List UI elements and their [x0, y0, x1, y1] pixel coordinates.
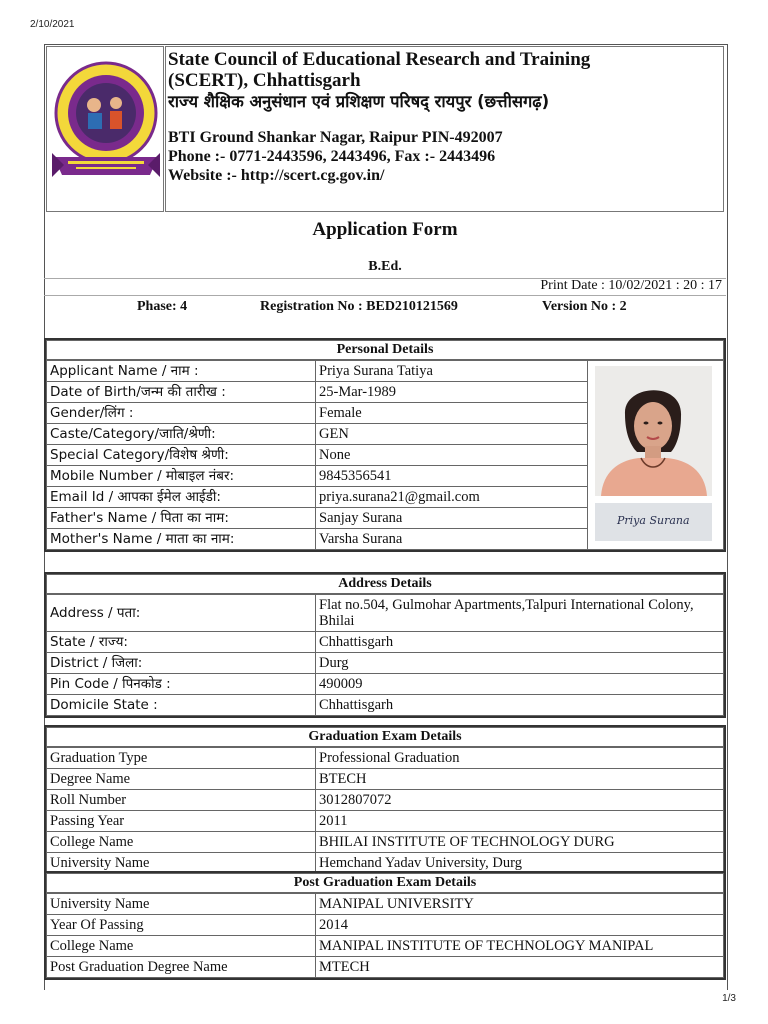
- field-label: Date of Birth/जन्म की तारीख :: [47, 382, 316, 403]
- table-row: [47, 595, 724, 632]
- org-name-english-line2: (SCERT), Chhattisgarh: [168, 70, 361, 91]
- field-value: 25-Mar-1989: [316, 382, 588, 403]
- page-number: 1/3: [722, 993, 736, 1004]
- field-value: MANIPAL INSTITUTE OF TECHNOLOGY MANIPAL: [316, 936, 724, 957]
- field-value: Varsha Surana: [316, 529, 588, 550]
- field-label: State / राज्य:: [47, 632, 316, 653]
- applicant-signature: [595, 503, 712, 541]
- field-value: MANIPAL UNIVERSITY: [316, 894, 724, 915]
- field-value: Professional Graduation: [316, 748, 724, 769]
- field-label: District / जिला:: [47, 653, 316, 674]
- org-phone: Phone :- 0771-2443596, 2443496, Fax :- 2443496: [168, 148, 496, 165]
- field-label: Special Category/विशेष श्रेणी:: [47, 445, 316, 466]
- field-value: Chhattisgarh: [316, 632, 724, 653]
- field-value: Priya Surana Tatiya: [316, 361, 588, 382]
- graduation-details-table: [46, 747, 724, 874]
- form-title: Application Form: [312, 219, 458, 240]
- field-value: 2014: [316, 915, 724, 936]
- field-value: Durg: [316, 653, 724, 674]
- field-label: Address / पता:: [47, 595, 316, 632]
- field-label: Father's Name / पिता का नाम:: [47, 508, 316, 529]
- photo-signature-cell: [588, 361, 724, 550]
- field-value: BHILAI INSTITUTE OF TECHNOLOGY DURG: [316, 832, 724, 853]
- table-row: [47, 790, 724, 811]
- field-label: Domicile State :: [47, 695, 316, 716]
- field-label: Graduation Type: [47, 748, 316, 769]
- section-heading: Post Graduation Exam Details: [46, 873, 724, 893]
- signature-text: Priya Surana: [617, 514, 690, 527]
- field-label: Pin Code / पिनकोड :: [47, 674, 316, 695]
- table-row: [47, 361, 724, 382]
- field-value: 3012807072: [316, 790, 724, 811]
- field-value: MTECH: [316, 957, 724, 978]
- field-value: 490009: [316, 674, 724, 695]
- version-number: Version No : 2: [542, 299, 627, 314]
- table-row: [47, 769, 724, 790]
- graduation-details-section: [44, 725, 726, 876]
- field-value: BTECH: [316, 769, 724, 790]
- person-photo-icon: [595, 366, 712, 496]
- field-value: Female: [316, 403, 588, 424]
- header-text-block: [165, 46, 724, 212]
- field-label: Passing Year: [47, 811, 316, 832]
- table-row: [47, 632, 724, 653]
- org-address: BTI Ground Shankar Nagar, Raipur PIN-492007: [168, 129, 503, 146]
- field-value: Flat no.504, Gulmohar Apartments,Talpuri International Colony, Bhilai: [316, 595, 724, 632]
- scert-logo: [46, 46, 164, 212]
- org-website: Website :- http://scert.cg.gov.in/: [168, 167, 385, 184]
- field-label: Mother's Name / माता का नाम:: [47, 529, 316, 550]
- personal-details-table: [46, 360, 724, 550]
- org-name-hindi: राज्य शैक्षिक अनुसंधान एवं प्रशिक्षण परिषद् रायपुर (छत्तीसगढ़): [168, 92, 550, 111]
- scert-emblem-icon: [50, 53, 162, 195]
- section-heading: Personal Details: [46, 340, 724, 360]
- registration-number: Registration No : BED210121569: [260, 299, 458, 314]
- field-label: College Name: [47, 832, 316, 853]
- address-details-section: [44, 572, 726, 718]
- field-value: GEN: [316, 424, 588, 445]
- table-row: [47, 748, 724, 769]
- field-label: Email Id / आपका ईमेल आईडी:: [47, 487, 316, 508]
- browser-print-date: 2/10/2021: [30, 19, 75, 30]
- field-label: College Name: [47, 936, 316, 957]
- table-row: [47, 936, 724, 957]
- form-print-date: Print Date : 10/02/2021 : 20 : 17: [540, 278, 722, 293]
- table-row: [47, 653, 724, 674]
- page-continuation-edge: [44, 983, 728, 989]
- org-name-english-line1: State Council of Educational Research and Training: [168, 49, 591, 70]
- course-name: B.Ed.: [368, 259, 402, 274]
- post-graduation-details-table: [46, 893, 724, 978]
- table-row: [47, 957, 724, 978]
- table-row: [47, 674, 724, 695]
- address-details-table: [46, 594, 724, 716]
- field-label: Gender/लिंग :: [47, 403, 316, 424]
- field-value: Chhattisgarh: [316, 695, 724, 716]
- field-value: priya.surana21@gmail.com: [316, 487, 588, 508]
- section-heading: Graduation Exam Details: [46, 727, 724, 747]
- field-value: None: [316, 445, 588, 466]
- personal-details-section: [44, 338, 726, 552]
- field-label: Year Of Passing: [47, 915, 316, 936]
- field-label: Post Graduation Degree Name: [47, 957, 316, 978]
- field-value: Sanjay Surana: [316, 508, 588, 529]
- field-label: University Name: [47, 853, 316, 874]
- field-label: Applicant Name / नाम :: [47, 361, 316, 382]
- field-value: 9845356541: [316, 466, 588, 487]
- field-label: Mobile Number / मोबाइल नंबर:: [47, 466, 316, 487]
- field-label: Roll Number: [47, 790, 316, 811]
- table-row: [47, 832, 724, 853]
- form-meta-line: [44, 295, 726, 338]
- field-value: 2011: [316, 811, 724, 832]
- table-row: [47, 915, 724, 936]
- field-label: University Name: [47, 894, 316, 915]
- field-value: Hemchand Yadav University, Durg: [316, 853, 724, 874]
- table-row: [47, 695, 724, 716]
- form-title-block: [44, 214, 726, 279]
- table-row: [47, 894, 724, 915]
- applicant-photo: [595, 366, 712, 496]
- field-label: Caste/Category/जाति/श्रेणी:: [47, 424, 316, 445]
- phase-label: Phase: 4: [137, 299, 188, 314]
- table-row: [47, 811, 724, 832]
- section-heading: Address Details: [46, 574, 724, 594]
- field-label: Degree Name: [47, 769, 316, 790]
- post-graduation-details-section: [44, 871, 726, 980]
